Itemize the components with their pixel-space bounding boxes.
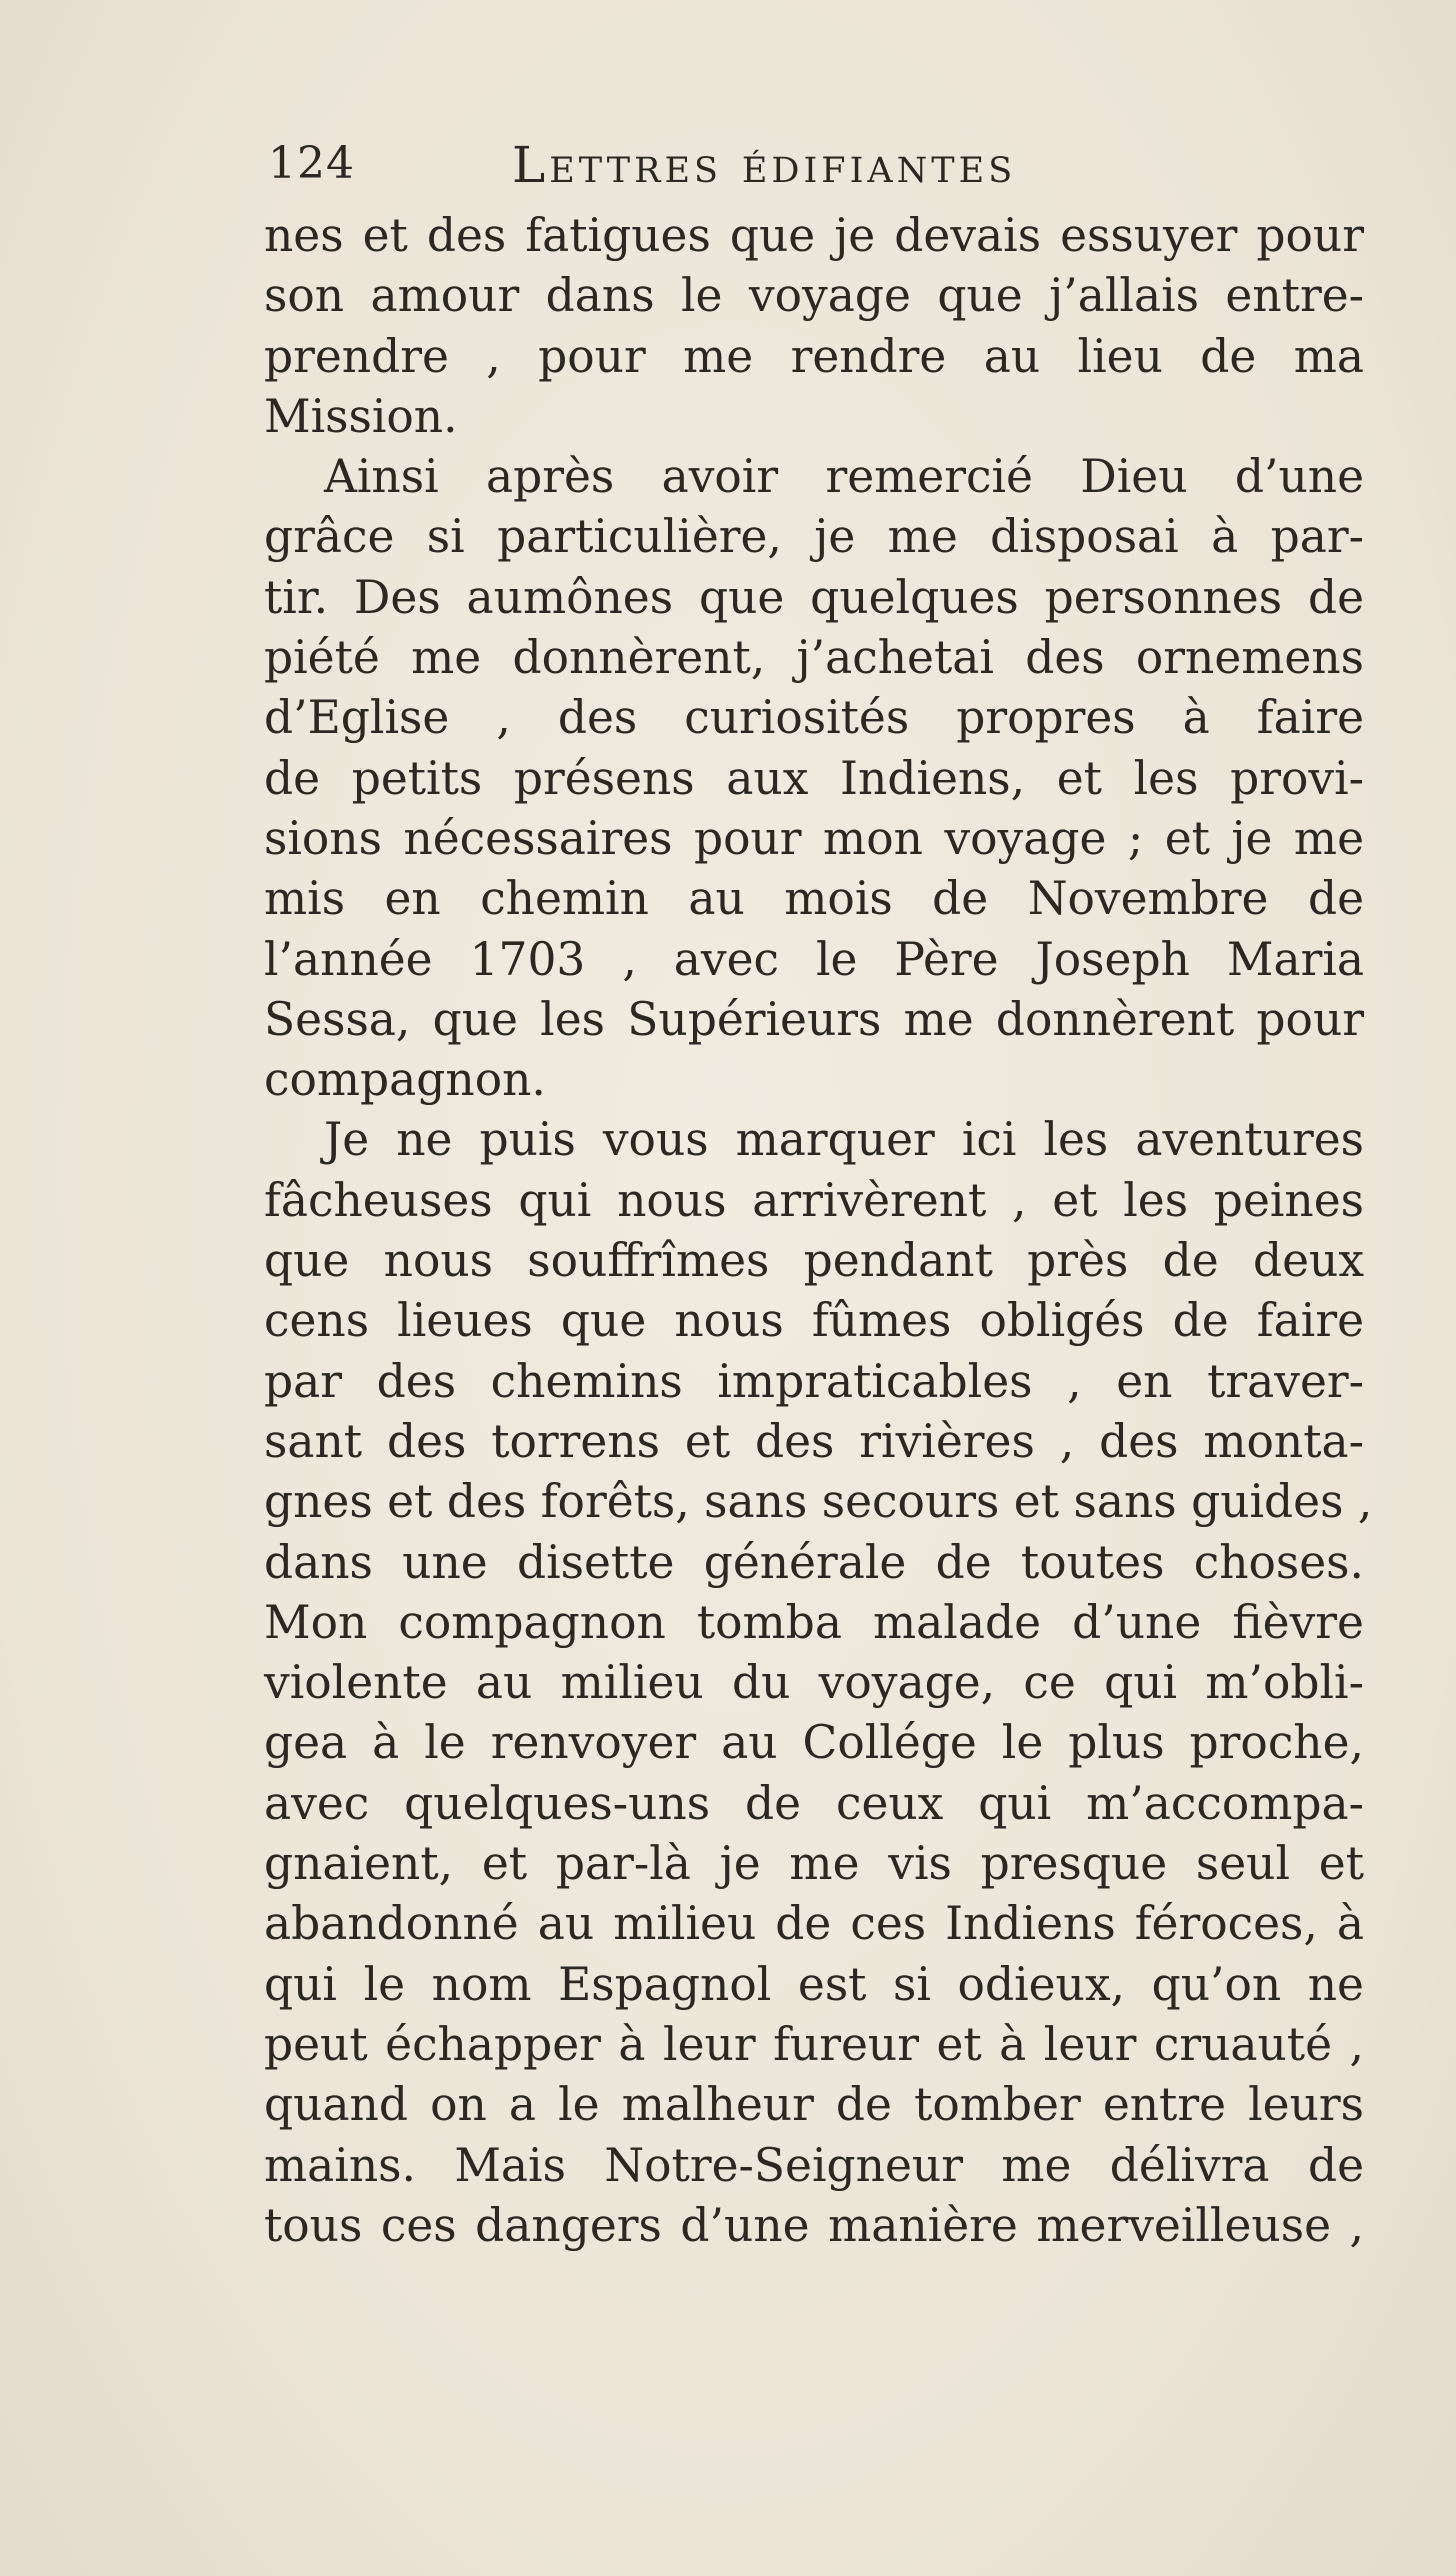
text-line: avec quelques-uns de ceux qui m’accompa-	[264, 1776, 1364, 1830]
body-text	[264, 206, 1373, 2256]
text-line: mains. Mais Notre-Seigneur me délivra de	[264, 2138, 1364, 2192]
text-line: fâcheuses qui nous arrivèrent , et les peines	[264, 1173, 1364, 1227]
page-header	[268, 118, 1268, 198]
text-line: quand on a le malheur de tomber entre leurs	[264, 2078, 1364, 2132]
text-line: gnes et des forêts, sans secours et sans guides ,	[264, 1475, 1373, 1529]
text-line: tous ces dangers d’une manière merveilleuse ,	[264, 2198, 1364, 2252]
text-line: Ainsi après avoir remercié Dieu d’une	[324, 450, 1364, 504]
text-line: dans une disette générale de toutes choses.	[264, 1535, 1364, 1589]
text-line: prendre , pour me rendre au lieu de ma	[264, 329, 1364, 383]
text-line: que nous souffrîmes pendant près de deux	[264, 1234, 1364, 1288]
text-line: son amour dans le voyage que j’allais entre-	[264, 269, 1364, 323]
running-title: Lettres édifiantes	[512, 136, 1017, 194]
text-line: sions nécessaires pour mon voyage ; et je me	[264, 811, 1364, 865]
text-line: gea à le renvoyer au Collége le plus proche,	[264, 1716, 1364, 1770]
text-line: tir. Des aumônes que quelques personnes de	[264, 570, 1364, 624]
text-line: Mission.	[264, 389, 458, 443]
text-line: grâce si particulière, je me disposai à par-	[264, 510, 1364, 564]
text-line: gnaient, et par-là je me vis presque seul et	[264, 1837, 1364, 1891]
text-line: mis en chemin au mois de Novembre de	[264, 872, 1364, 926]
text-line: piété me donnèrent, j’achetai des ornemens	[264, 631, 1364, 685]
text-line: Mon compagnon tomba malade d’une fièvre	[264, 1595, 1364, 1649]
text-line: cens lieues que nous fûmes obligés de faire	[264, 1294, 1364, 1348]
text-line: qui le nom Espagnol est si odieux, qu’on ne	[264, 1957, 1364, 2011]
text-line: nes et des fatigues que je devais essuyer pour	[264, 209, 1364, 262]
text-line: peut échapper à leur fureur et à leur cruauté ,	[264, 2017, 1364, 2071]
page-number: 124	[268, 138, 355, 189]
text-line: d’Eglise , des curiosités propres à faire	[264, 691, 1364, 745]
text-line: Je ne puis vous marquer ici les aventures	[324, 1113, 1364, 1167]
text-line: Sessa, que les Supérieurs me donnèrent pour	[264, 992, 1364, 1046]
text-line: de petits présens aux Indiens, et les provi-	[264, 751, 1364, 805]
text-line: sant des torrens et des rivières , des monta-	[264, 1414, 1364, 1468]
text-line: l’année 1703 , avec le Père Joseph Maria	[264, 932, 1364, 986]
text-line: compagnon.	[264, 1053, 546, 1107]
text-line: violente au milieu du voyage, ce qui m’obli-	[264, 1656, 1364, 1710]
text-line: par des chemins impraticables , en traver-	[264, 1354, 1364, 1408]
text-line: abandonné au milieu de ces Indiens féroces, à	[264, 1897, 1364, 1951]
